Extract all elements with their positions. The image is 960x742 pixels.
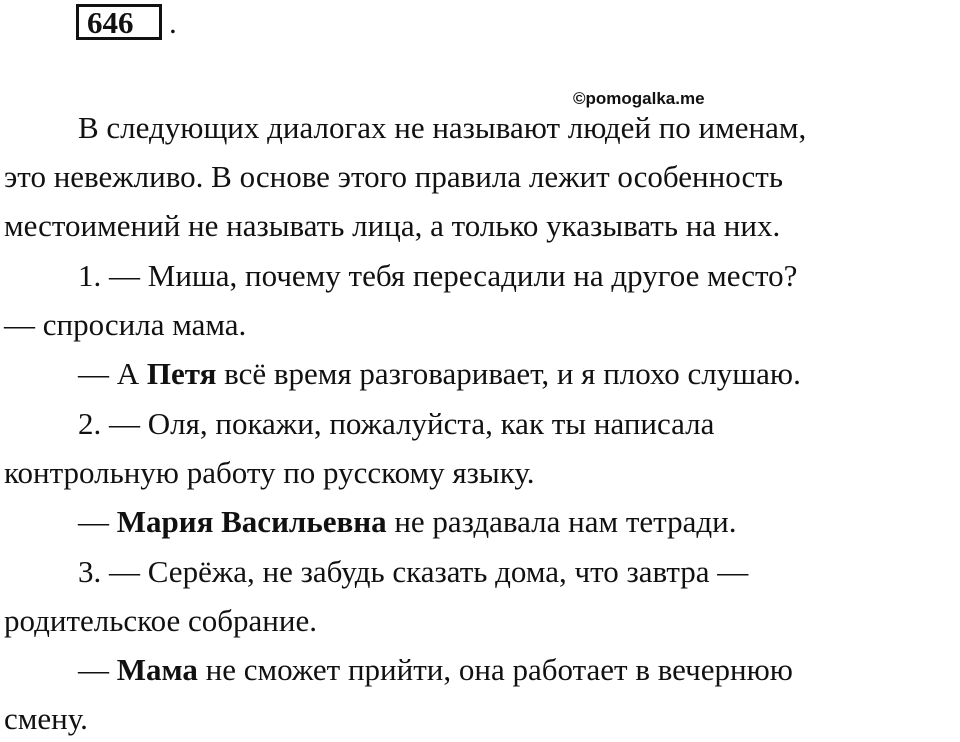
dialogue-line-1: 1. — Миша, почему тебя пересадили на другое место? (78, 258, 798, 293)
highlighted-name: Мария Васильевна (116, 504, 387, 539)
text-line: смену. (4, 701, 88, 736)
highlighted-name: Мама (116, 652, 198, 687)
text-line: — спросила мама. (4, 307, 247, 342)
reply-line-1: — А Петя всё время разговаривает, и я плохо слушаю. (78, 356, 801, 391)
reply-line-3: — Мама не сможет прийти, она работает в вечернюю (78, 652, 793, 687)
reply-line-2: — Мария Васильевна не раздавала нам тетради. (78, 504, 737, 539)
dialogue-line-2: 2. — Оля, покажи, пожалуйста, как ты написала (78, 406, 715, 441)
highlighted-name: Петя (146, 356, 217, 391)
text-line: местоимений не называть лица, а только указывать на них. (4, 208, 781, 243)
exercise-number-box (76, 4, 177, 40)
text-line: родительское собрание. (4, 603, 317, 638)
dialogue-line-3: 3. — Серёжа, не забудь сказать дома, что завтра — (78, 554, 749, 589)
text-line: контрольную работу по русскому языку. (4, 455, 535, 490)
exercise-number-dot: . (169, 5, 177, 40)
text-line: В следующих диалогах не называют людей по именам, (78, 110, 807, 145)
watermark: ©pomogalka.me (573, 89, 705, 108)
text-line: это невежливо. В основе этого правила лежит особенность (4, 159, 783, 194)
exercise-number: 646 (87, 5, 134, 40)
